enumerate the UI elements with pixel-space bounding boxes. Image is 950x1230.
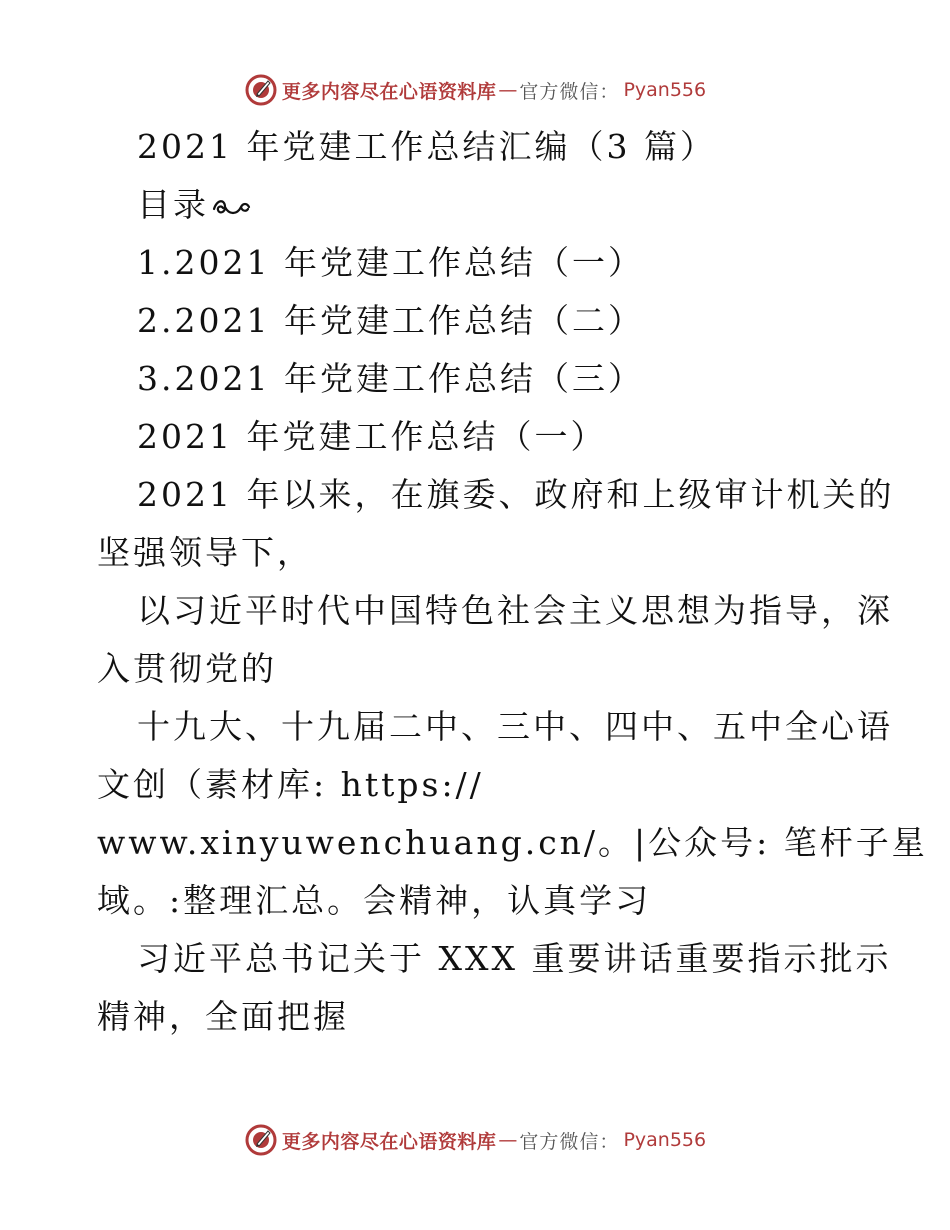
banner-promo-text: 更多内容尽在心语资料库 (281, 80, 497, 103)
toc-label: 目录 (137, 185, 209, 224)
banner-wechat-label: 官方微信： (519, 1130, 620, 1153)
banner-dash: — (498, 79, 518, 101)
paragraph-line: 文创（素材库: https:// (97, 765, 484, 804)
flourish-ornament-icon (211, 195, 251, 219)
toc-heading (97, 176, 857, 234)
paragraph-line: www.xinyuwenchuang.cn/。|公众号: 笔杆子星 (97, 823, 928, 862)
brand-logo-icon (244, 1123, 278, 1157)
header-banner (0, 70, 950, 110)
paragraph-line: 习近平总书记关于 XXX 重要讲话重要指示批示 (137, 939, 892, 978)
paragraph-line: 入贯彻党的 (97, 649, 277, 688)
document-title: 2021 年党建工作总结汇编（3 篇） (137, 127, 716, 166)
banner-dash: — (498, 1129, 518, 1151)
footer-banner (0, 1120, 950, 1160)
section-heading: 2021 年党建工作总结（一） (137, 417, 607, 456)
brand-logo-icon (244, 73, 278, 107)
toc-item[interactable]: 2.2021 年党建工作总结（二） (137, 301, 644, 340)
banner-promo-text: 更多内容尽在心语资料库 (281, 1130, 497, 1153)
document-body (97, 118, 928, 1046)
paragraph-line: 域。:整理汇总。会精神，认真学习 (97, 881, 652, 920)
banner-wechat-id: Pyan556 (623, 79, 707, 101)
paragraph-line: 十九大、十九届二中、三中、四中、五中全心语 (137, 707, 893, 746)
paragraph-line: 以习近平时代中国特色社会主义思想为指导，深 (137, 591, 893, 630)
paragraph-line: 坚强领导下， (97, 533, 313, 572)
banner-wechat-id: Pyan556 (623, 1129, 707, 1151)
paragraph-line: 2021 年以来，在旗委、政府和上级审计机关的 (137, 475, 895, 514)
toc-item[interactable]: 3.2021 年党建工作总结（三） (137, 359, 644, 398)
banner-wechat-label: 官方微信： (519, 80, 620, 103)
paragraph-line: 精神，全面把握 (97, 997, 349, 1036)
toc-item[interactable]: 1.2021 年党建工作总结（一） (137, 243, 644, 282)
